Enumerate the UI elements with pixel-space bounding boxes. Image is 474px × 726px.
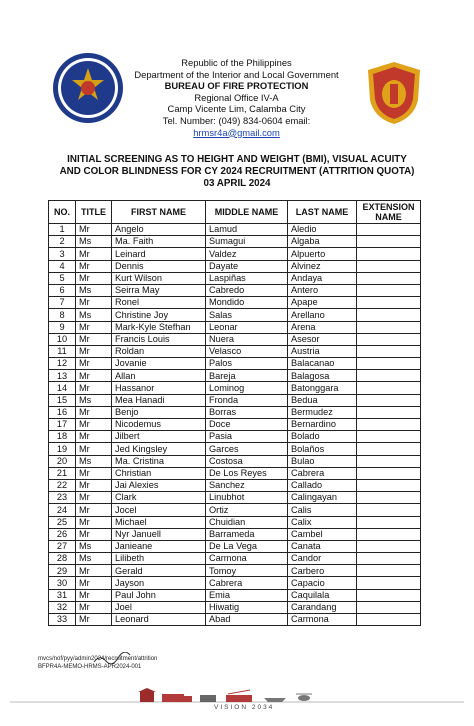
table-row [49, 406, 421, 418]
title-line-1: INITIAL SCREENING AS TO HEIGHT AND WEIGHT (BMI), VISUAL ACUITY [67, 154, 407, 165]
cell-first-name: Kurt Wilson [112, 272, 206, 284]
cell-first-name: Leonard [112, 614, 206, 626]
cell-middle-name: Leonar [206, 321, 288, 333]
cell-last-name: Bolado [288, 431, 357, 443]
cell-no: 5 [49, 272, 76, 284]
cell-extension-name [357, 553, 421, 565]
cell-no: 19 [49, 443, 76, 455]
table-row [49, 284, 421, 296]
table-row [49, 260, 421, 272]
cell-no: 2 [49, 236, 76, 248]
cell-last-name: Calix [288, 516, 357, 528]
cell-no: 8 [49, 309, 76, 321]
table-row [49, 492, 421, 504]
cell-last-name: Andaya [288, 272, 357, 284]
table-row [49, 394, 421, 406]
cell-title: Mr [76, 516, 112, 528]
cell-extension-name [357, 431, 421, 443]
cell-first-name: Joel [112, 601, 206, 613]
cell-last-name: Apape [288, 297, 357, 309]
table-body [49, 224, 421, 626]
cell-title: Ms [76, 309, 112, 321]
cell-extension-name [357, 333, 421, 345]
table-row [49, 224, 421, 236]
cell-first-name: Jai Alexies [112, 479, 206, 491]
cell-middle-name: Linubhot [206, 492, 288, 504]
cell-no: 21 [49, 467, 76, 479]
column-header-extension-name: EXTENSION NAME [357, 201, 421, 224]
cell-middle-name: De La Vega [206, 540, 288, 552]
cell-last-name: Asesor [288, 333, 357, 345]
cell-last-name: Bulao [288, 455, 357, 467]
cell-title: Mr [76, 358, 112, 370]
cell-middle-name: Fronda [206, 394, 288, 406]
cell-first-name: Ma. Cristina [112, 455, 206, 467]
cell-middle-name: Nuera [206, 333, 288, 345]
cell-last-name: Antero [288, 284, 357, 296]
column-header-first-name: FIRST NAME [112, 201, 206, 224]
cell-first-name: Jilbert [112, 431, 206, 443]
letterhead [120, 57, 353, 138]
cell-extension-name [357, 614, 421, 626]
cell-last-name: Batonggara [288, 382, 357, 394]
cell-first-name: Benjo [112, 406, 206, 418]
cell-middle-name: Laspiñas [206, 272, 288, 284]
cell-last-name: Arena [288, 321, 357, 333]
cell-no: 31 [49, 589, 76, 601]
table-row [49, 455, 421, 467]
cell-extension-name [357, 467, 421, 479]
boat-icon [264, 698, 286, 702]
table-row [49, 565, 421, 577]
cell-middle-name: Emia [206, 589, 288, 601]
cell-extension-name [357, 321, 421, 333]
cell-middle-name: Mondido [206, 297, 288, 309]
cell-title: Mr [76, 224, 112, 236]
cell-first-name: Jovanie [112, 358, 206, 370]
cell-middle-name: Chuidian [206, 516, 288, 528]
cell-last-name: Balacanao [288, 358, 357, 370]
cell-first-name: Ma. Faith [112, 236, 206, 248]
table-row [49, 540, 421, 552]
table-row [49, 333, 421, 345]
cell-extension-name [357, 565, 421, 577]
cell-extension-name [357, 492, 421, 504]
table-row [49, 370, 421, 382]
cell-middle-name: Tomoy [206, 565, 288, 577]
reference-code [38, 656, 157, 671]
cell-title: Mr [76, 297, 112, 309]
title-date: 03 APRIL 2024 [203, 177, 271, 189]
letterhead-address: Camp Vicente Lim, Calamba City [167, 103, 306, 115]
cell-last-name: Bedua [288, 394, 357, 406]
fire-station-icon [138, 688, 156, 702]
table-row [49, 345, 421, 357]
cell-first-name: Francis Louis [112, 333, 206, 345]
cell-first-name: Angelo [112, 224, 206, 236]
cell-title: Mr [76, 528, 112, 540]
cell-middle-name: Sumagui [206, 236, 288, 248]
cell-no: 1 [49, 224, 76, 236]
cell-last-name: Carmona [288, 614, 357, 626]
cell-middle-name: Abad [206, 614, 288, 626]
cell-middle-name: Bareja [206, 370, 288, 382]
cell-title: Ms [76, 553, 112, 565]
cell-middle-name: Doce [206, 419, 288, 431]
cell-no: 17 [49, 419, 76, 431]
cell-middle-name: Valdez [206, 248, 288, 260]
cell-last-name: Carbero [288, 565, 357, 577]
cell-extension-name [357, 601, 421, 613]
cell-last-name: Aledio [288, 224, 357, 236]
cell-no: 23 [49, 492, 76, 504]
cell-no: 13 [49, 370, 76, 382]
table-row [49, 553, 421, 565]
cell-last-name: Algaba [288, 236, 357, 248]
cell-first-name: Hassanor [112, 382, 206, 394]
cell-title: Mr [76, 406, 112, 418]
cell-no: 22 [49, 479, 76, 491]
cell-last-name: Canata [288, 540, 357, 552]
applicants-table [48, 200, 421, 626]
cell-extension-name [357, 479, 421, 491]
cell-middle-name: Cabredo [206, 284, 288, 296]
cell-title: Ms [76, 540, 112, 552]
cell-middle-name: Sanchez [206, 479, 288, 491]
cell-first-name: Mark-Kyle Stefhan [112, 321, 206, 333]
cell-title: Mr [76, 370, 112, 382]
cell-title: Mr [76, 589, 112, 601]
cell-first-name: Leinard [112, 248, 206, 260]
helicopter-icon [296, 694, 312, 701]
cell-no: 28 [49, 553, 76, 565]
reference-path: mvcs/nof/pyy/admin2024/recruitment/attrition [38, 656, 158, 662]
cell-first-name: Seirra May [112, 284, 206, 296]
cell-no: 3 [49, 248, 76, 260]
cell-no: 14 [49, 382, 76, 394]
table-row [49, 516, 421, 528]
cell-last-name: Bermudez [288, 406, 357, 418]
cell-title: Mr [76, 431, 112, 443]
cell-last-name: Calis [288, 504, 357, 516]
cell-first-name: Allan [112, 370, 206, 382]
cell-first-name: Mea Hanadi [112, 394, 206, 406]
table-row [49, 431, 421, 443]
cell-title: Mr [76, 419, 112, 431]
fire-truck-icon [162, 694, 192, 702]
cell-extension-name [357, 309, 421, 321]
document-title [40, 154, 434, 189]
cell-no: 29 [49, 565, 76, 577]
cell-extension-name [357, 443, 421, 455]
cell-last-name: Alpuerto [288, 248, 357, 260]
cell-last-name: Caquilala [288, 589, 357, 601]
cell-no: 9 [49, 321, 76, 333]
table-row [49, 309, 421, 321]
cell-title: Mr [76, 467, 112, 479]
cell-extension-name [357, 577, 421, 589]
cell-extension-name [357, 272, 421, 284]
table-row [49, 504, 421, 516]
cell-first-name: Jocel [112, 504, 206, 516]
cell-last-name: Carandang [288, 601, 357, 613]
column-header-last-name: LAST NAME [288, 201, 357, 224]
column-header-middle-name: MIDDLE NAME [206, 201, 288, 224]
cell-no: 15 [49, 394, 76, 406]
cell-first-name: Gerald [112, 565, 206, 577]
cell-extension-name [357, 540, 421, 552]
cell-last-name: Cambel [288, 528, 357, 540]
cell-no: 7 [49, 297, 76, 309]
cell-title: Mr [76, 321, 112, 333]
cell-title: Mr [76, 272, 112, 284]
cell-extension-name [357, 455, 421, 467]
cell-title: Mr [76, 479, 112, 491]
cell-last-name: Arellano [288, 309, 357, 321]
cell-middle-name: Ortiz [206, 504, 288, 516]
cell-extension-name [357, 504, 421, 516]
cell-extension-name [357, 419, 421, 431]
cell-first-name: Christian [112, 467, 206, 479]
cell-title: Mr [76, 565, 112, 577]
cell-middle-name: Lamud [206, 224, 288, 236]
cell-middle-name: Garces [206, 443, 288, 455]
cell-title: Mr [76, 345, 112, 357]
table-row [49, 479, 421, 491]
cell-middle-name: Carmona [206, 553, 288, 565]
cell-extension-name [357, 394, 421, 406]
cell-title: Mr [76, 577, 112, 589]
bfp-seal-icon [52, 52, 124, 124]
cell-title: Mr [76, 382, 112, 394]
cell-middle-name: De Los Reyes [206, 467, 288, 479]
cell-first-name: Clark [112, 492, 206, 504]
cell-extension-name [357, 345, 421, 357]
table-row [49, 528, 421, 540]
cell-last-name: Capacio [288, 577, 357, 589]
column-header-no: NO. [49, 201, 76, 224]
cell-first-name: Roldan [112, 345, 206, 357]
table-row [49, 614, 421, 626]
cell-first-name: Paul John [112, 589, 206, 601]
cell-middle-name: Dayate [206, 260, 288, 272]
table-row [49, 443, 421, 455]
cell-extension-name [357, 516, 421, 528]
cell-last-name: Candor [288, 553, 357, 565]
cell-no: 20 [49, 455, 76, 467]
cell-no: 6 [49, 284, 76, 296]
cell-no: 10 [49, 333, 76, 345]
cell-first-name: Jayson [112, 577, 206, 589]
cell-first-name: Christine Joy [112, 309, 206, 321]
cell-first-name: Dennis [112, 260, 206, 272]
cell-last-name: Bolaños [288, 443, 357, 455]
cell-title: Ms [76, 236, 112, 248]
cell-title: Ms [76, 394, 112, 406]
cell-extension-name [357, 297, 421, 309]
cell-first-name: Ronel [112, 297, 206, 309]
table-row [49, 248, 421, 260]
cell-last-name: Callado [288, 479, 357, 491]
cell-no: 11 [49, 345, 76, 357]
table-row [49, 236, 421, 248]
vision-slogan: VISION 2034 [214, 704, 275, 711]
cell-middle-name: Hiwatig [206, 601, 288, 613]
letterhead-republic: Republic of the Philippines [181, 57, 292, 68]
cell-no: 26 [49, 528, 76, 540]
cell-first-name: Nyr Januell [112, 528, 206, 540]
cell-no: 27 [49, 540, 76, 552]
cell-no: 4 [49, 260, 76, 272]
cell-title: Ms [76, 284, 112, 296]
cell-last-name: Alvinez [288, 260, 357, 272]
cell-title: Mr [76, 333, 112, 345]
cell-last-name: Calingayan [288, 492, 357, 504]
ambulance-icon [200, 695, 216, 702]
letterhead-region: Regional Office IV-A [194, 91, 279, 103]
cell-extension-name [357, 382, 421, 394]
cell-first-name: Nicodemus [112, 419, 206, 431]
cell-no: 18 [49, 431, 76, 443]
cell-extension-name [357, 370, 421, 382]
table-row [49, 358, 421, 370]
cell-no: 24 [49, 504, 76, 516]
letterhead-tel: Tel. Number: (049) 834-0604 email: [162, 114, 311, 126]
cell-extension-name [357, 236, 421, 248]
cell-middle-name: Palos [206, 358, 288, 370]
cell-extension-name [357, 260, 421, 272]
cell-title: Mr [76, 614, 112, 626]
table-row [49, 589, 421, 601]
cell-no: 30 [49, 577, 76, 589]
cell-extension-name [357, 224, 421, 236]
cell-title: Mr [76, 443, 112, 455]
cell-middle-name: Cabrera [206, 577, 288, 589]
table-row [49, 601, 421, 613]
cell-no: 12 [49, 358, 76, 370]
table-row [49, 419, 421, 431]
cell-extension-name [357, 284, 421, 296]
cell-middle-name: Borras [206, 406, 288, 418]
region-iv-a-badge-icon [364, 60, 424, 126]
title-line-2: AND COLOR BLINDNESS FOR CY 2024 RECRUITMENT (ATTRITION QUOTA) [59, 165, 415, 177]
cell-title: Mr [76, 248, 112, 260]
cell-title: Mr [76, 601, 112, 613]
cell-extension-name [357, 406, 421, 418]
cell-last-name: Bernardino [288, 419, 357, 431]
letterhead-department: Department of the Interior and Local Government [134, 68, 339, 80]
table-row [49, 321, 421, 333]
letterhead-bureau: BUREAU OF FIRE PROTECTION [164, 80, 309, 92]
cell-extension-name [357, 589, 421, 601]
cell-first-name: Jed Kingsley [112, 443, 206, 455]
table-row [49, 467, 421, 479]
cell-middle-name: Pasia [206, 431, 288, 443]
cell-middle-name: Barrameda [206, 528, 288, 540]
cell-title: Ms [76, 455, 112, 467]
cell-last-name: Balagosa [288, 370, 357, 382]
table-header-row [49, 201, 421, 224]
cell-first-name: Lilibeth [112, 553, 206, 565]
cell-no: 25 [49, 516, 76, 528]
cell-middle-name: Costosa [206, 455, 288, 467]
cell-extension-name [357, 248, 421, 260]
cell-extension-name [357, 528, 421, 540]
column-header-title: TITLE [76, 201, 112, 224]
cell-first-name: Janieane [112, 540, 206, 552]
cell-middle-name: Salas [206, 309, 288, 321]
table-row [49, 297, 421, 309]
cell-no: 32 [49, 601, 76, 613]
cell-title: Mr [76, 260, 112, 272]
cell-title: Mr [76, 492, 112, 504]
cell-first-name: Michael [112, 516, 206, 528]
cell-no: 33 [49, 614, 76, 626]
ladder-truck-icon [226, 690, 252, 702]
letterhead-contact [120, 115, 353, 138]
table-row [49, 577, 421, 589]
cell-middle-name: Lominog [206, 382, 288, 394]
email-link[interactable]: hrmsr4a@gmail.com [193, 126, 280, 138]
table-row [49, 382, 421, 394]
cell-no: 16 [49, 406, 76, 418]
cell-title: Mr [76, 504, 112, 516]
memo-number: BFPR4A-MEMO-HRMS-APR2024-001 [38, 663, 142, 670]
cell-last-name: Cabrera [288, 467, 357, 479]
cell-last-name: Austria [288, 345, 357, 357]
cell-middle-name: Velasco [206, 345, 288, 357]
table-row [49, 272, 421, 284]
cell-extension-name [357, 358, 421, 370]
